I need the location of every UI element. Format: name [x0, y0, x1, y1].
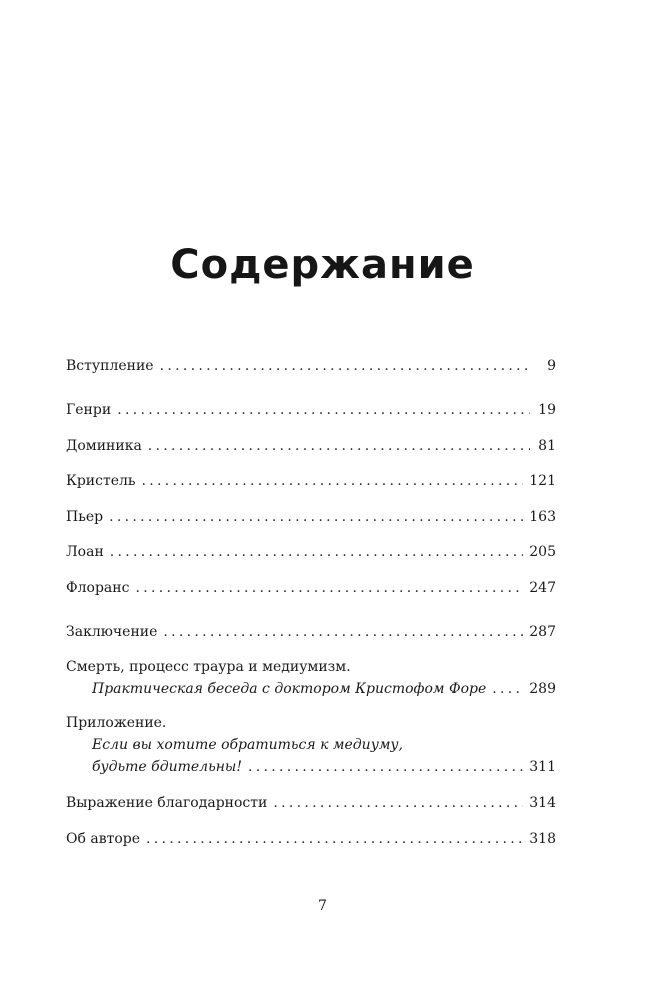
- dot-leader: [273, 792, 523, 814]
- toc-entry: [66, 470, 556, 492]
- toc-entry-page: 318: [529, 831, 556, 847]
- toc-entry-page: 205: [529, 544, 556, 560]
- dot-leader: [160, 355, 530, 377]
- dot-leader: [117, 399, 530, 421]
- toc-entry-label: Флоранс: [66, 580, 130, 596]
- page-title: Содержание: [170, 242, 475, 288]
- toc-entry: [66, 712, 556, 778]
- toc-entry-label: Вступление: [66, 358, 154, 374]
- toc-entry-page: 311: [529, 759, 556, 775]
- toc-entry-label: Лоан: [66, 544, 104, 560]
- toc-entry-page: 287: [529, 624, 556, 640]
- toc-entry-page: 247: [529, 580, 556, 596]
- dot-leader: [142, 470, 524, 492]
- toc-entry-label: Доминика: [66, 438, 142, 454]
- toc-entry: [66, 399, 556, 421]
- toc-entry-page: 289: [529, 681, 556, 697]
- toc-entry-page: 314: [529, 795, 556, 811]
- toc-entry-page: 121: [529, 473, 556, 489]
- toc-entry: [66, 355, 556, 377]
- toc-entry: [66, 435, 556, 457]
- toc-entry-page: 81: [538, 438, 556, 454]
- toc-entry-label: Выражение благодарности: [66, 795, 268, 811]
- toc-entry: [66, 621, 556, 643]
- toc-entry: [66, 792, 556, 814]
- dot-leader: [163, 621, 523, 643]
- toc-entry-label: Смерть, процесс траура и медиумизм.: [66, 659, 351, 675]
- toc-entry-sublabel: Практическая беседа с доктором Кристофом Форе: [92, 681, 487, 697]
- dot-leader: [248, 756, 523, 778]
- dot-leader: [109, 506, 523, 528]
- toc-entry-label: Заключение: [66, 624, 158, 640]
- dot-leader: [492, 678, 523, 700]
- toc-entry: [66, 656, 556, 700]
- toc-entry-page: 163: [529, 509, 556, 525]
- page-number: 7: [318, 898, 327, 914]
- toc-entry-sublabel: Если вы хотите обратиться к медиуму,: [92, 737, 403, 753]
- toc-entry-page: 9: [547, 358, 556, 374]
- dot-leader: [135, 577, 523, 599]
- dot-leader: [146, 828, 523, 850]
- toc-entry-sublabel: будьте бдительны!: [92, 759, 242, 775]
- toc-entry: [66, 506, 556, 528]
- toc-entry-label: Пьер: [66, 509, 104, 525]
- dot-leader: [148, 435, 530, 457]
- toc-entry-label: Кристель: [66, 473, 136, 489]
- dot-leader: [110, 541, 523, 563]
- toc-entry: [66, 541, 556, 563]
- toc-entry-label: Генри: [66, 402, 112, 418]
- toc-entry: [66, 577, 556, 599]
- toc-entry: [66, 828, 556, 850]
- toc-entry-label: Приложение.: [66, 715, 167, 731]
- toc-entry-page: 19: [538, 402, 556, 418]
- toc-entry-label: Об авторе: [66, 831, 141, 847]
